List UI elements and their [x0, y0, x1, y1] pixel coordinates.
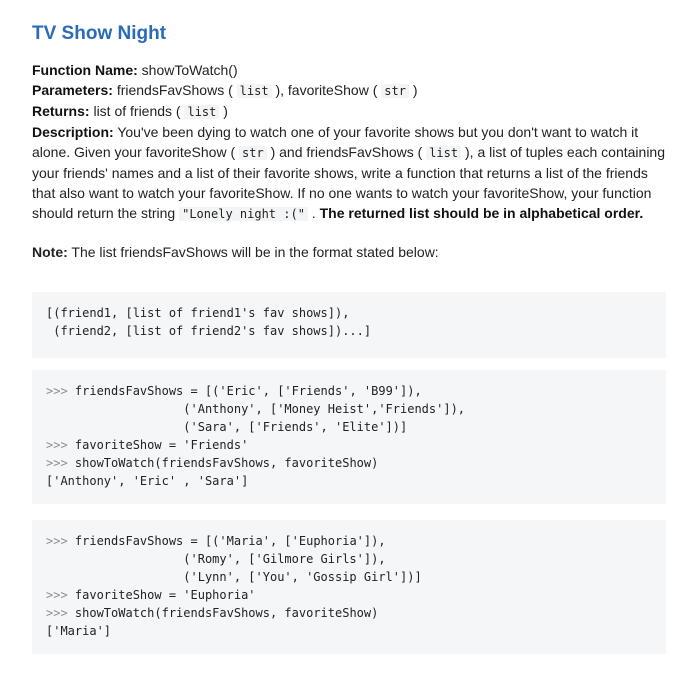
example-1-line-5	[46, 454, 652, 472]
format-line-1: [(friend1, [list of friend1's fav shows]),	[46, 306, 350, 320]
page-title: TV Show Night	[32, 23, 167, 44]
example-2-line-3: ('Lynn', ['You', 'Gossip Girl'])]	[46, 570, 422, 584]
prompt-marker: >>>	[46, 534, 68, 548]
returns-end: )	[219, 103, 228, 119]
example-2-line-1	[46, 532, 652, 550]
description-text-1: You've been dying to watch one of your favorite shows but you don't want to watch it alone. Given your favoriteShow (	[32, 124, 639, 160]
format-line-2: (friend2, [list of friend2's fav shows])...]	[46, 324, 372, 338]
example-1-line-4	[46, 436, 652, 454]
parameters-line	[32, 80, 666, 101]
note-text: The list friendsFavShows will be in the format stated below:	[67, 244, 439, 260]
example-2-output: ['Maria']	[46, 624, 112, 638]
function-name-value: showToWatch()	[137, 62, 238, 78]
prompt-marker: >>>	[46, 588, 68, 602]
example-2-line-4	[46, 586, 652, 604]
example-2-line-2: ('Romy', ['Gilmore Girls']),	[46, 552, 386, 566]
lonely-night-string: "Lonely night :("	[179, 207, 308, 221]
example-1-line-2: ('Anthony', ['Money Heist','Friends']),	[46, 402, 466, 416]
alphabetical-order-note: The returned list should be in alphabetical order.	[319, 205, 644, 221]
prompt-marker: >>>	[46, 384, 68, 398]
note-label: Note:	[32, 244, 68, 260]
prompt-marker: >>>	[46, 456, 68, 470]
example-1-line-1-text: friendsFavShows = [('Eric', ['Friends', 'B99']),	[67, 384, 422, 398]
example-2-code-block	[32, 520, 666, 654]
description-text-4: .	[307, 205, 320, 221]
returns-text: list of friends (	[89, 103, 185, 119]
description-type-1: str	[239, 146, 267, 160]
example-2-line-1-text: friendsFavShows = [('Maria', ['Euphoria']),	[67, 534, 386, 548]
param1-type: list	[237, 84, 272, 98]
description-paragraph	[32, 122, 666, 224]
prompt-marker: >>>	[46, 438, 68, 452]
param1-text: friendsFavShows (	[112, 82, 237, 98]
returns-type: list	[184, 105, 219, 119]
example-1-line-1	[46, 382, 652, 400]
returns-line	[32, 101, 666, 122]
param2-text: ), favoriteShow (	[271, 82, 382, 98]
example-1-line-4-text: favoriteShow = 'Friends'	[67, 438, 249, 452]
description-label: Description:	[32, 124, 114, 140]
example-1-code-block	[32, 370, 666, 504]
example-1-line-3: ('Sara', ['Friends', 'Elite'])]	[46, 420, 408, 434]
description-text-2: ) and friendsFavShows (	[266, 144, 427, 160]
parameters-label: Parameters:	[32, 82, 113, 98]
note-paragraph	[32, 242, 666, 262]
format-code-block	[32, 292, 666, 358]
example-2-line-5-text: showToWatch(friendsFavShows, favoriteShow)	[67, 606, 379, 620]
prompt-marker: >>>	[46, 606, 68, 620]
function-name-line	[32, 60, 666, 80]
param-end: )	[408, 82, 418, 98]
param2-type: str	[381, 84, 409, 98]
returns-label: Returns:	[32, 103, 90, 119]
description-type-2: list	[426, 146, 461, 160]
description-text-3: ), a list of tuples each containing your friends' names and a list of their favorite shows, write a function that returns a list of the friends that also want to watch your favoriteShow. If no one wants to watch your favoriteShow, your function should return the string	[32, 144, 666, 221]
function-name-label: Function Name:	[32, 62, 138, 78]
example-1-line-5-text: showToWatch(friendsFavShows, favoriteShow)	[67, 456, 379, 470]
example-2-line-4-text: favoriteShow = 'Euphoria'	[67, 588, 256, 602]
document-page	[0, 0, 700, 262]
function-spec	[32, 60, 666, 224]
example-1-output: ['Anthony', 'Eric' , 'Sara']	[46, 474, 249, 488]
example-2-line-5	[46, 604, 652, 622]
